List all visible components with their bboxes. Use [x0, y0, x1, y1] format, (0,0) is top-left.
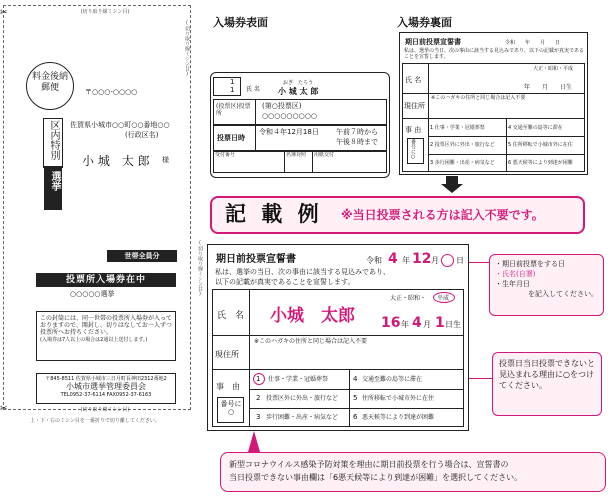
example-reason-label: 事 由	[216, 382, 240, 391]
bottom-callout-line2: 当日投票できない事由欄は「6悪天候等により到達が困難」を選択してください。	[229, 473, 523, 482]
divider	[402, 118, 585, 119]
front-kana: おぎ たろう	[283, 80, 314, 86]
example-birth-year: 16	[381, 315, 401, 331]
example-era: 大正・昭和・	[390, 295, 427, 302]
back-reason-3: 3 歩行困難・出産・病気など	[430, 160, 495, 166]
divider	[284, 151, 285, 173]
divider	[402, 93, 585, 94]
example-reiwa: 令和	[366, 256, 382, 265]
back-heading: 入場券裏面	[397, 16, 452, 29]
back-oath: 私は、選挙の当日、次の事由に該当する見込みであり、以下の記載が真実であることを宣誓します。	[404, 48, 585, 60]
example-reason-6-num: 6	[353, 413, 358, 421]
back-era: 大正・昭和・平成	[533, 66, 574, 72]
callout-date-name-birth	[489, 254, 604, 316]
front-number: 1	[230, 78, 235, 86]
front-foot1: 受付番号	[215, 152, 236, 158]
example-reason-2-num: 2	[256, 394, 261, 402]
example-reason-5: 住所移転で小城市外に在住	[362, 395, 435, 402]
down-arrow-head	[441, 184, 463, 193]
example-addr-label: 現住所	[215, 350, 239, 359]
example-month: 12	[412, 251, 432, 267]
back-reason-num: 番号に○	[410, 139, 416, 160]
callout-pointer-2	[469, 378, 492, 379]
front-name-label: 氏 名	[246, 86, 260, 93]
front-foot2: 名簿対照	[286, 152, 307, 158]
notice-text: この封筒には、同一世帯の投票所入場券が入っておりますので、開封し、切りはなしてお一人ずつ投票所へお持ちください。	[40, 315, 173, 336]
example-birth-month: 4	[412, 315, 422, 331]
example-oath1: 私は、選挙の当日、次の事由に該当する見込みであり、	[215, 268, 390, 276]
example-reason-4: 交通至難の島等に滞在	[362, 376, 423, 383]
example-year: 4	[388, 251, 398, 267]
example-reason-4-num: 4	[353, 375, 358, 383]
postage-line1: 料金後納	[31, 72, 68, 82]
sender-tel: TEL0952-37-6114 FAX0952-37-6163	[60, 392, 152, 398]
envelope-sama: 様	[162, 156, 169, 164]
example-oath2: 以下の記載が真実であることを宣誓します。	[215, 278, 355, 286]
envelope-name: 小 城 太 郎	[82, 154, 150, 168]
example-nen2: 年	[401, 320, 409, 329]
back-name-label: 氏 名	[405, 76, 422, 84]
back-reason-6: 6 悪天候等により到達が困難	[508, 160, 573, 166]
scissors-icon: ✂	[0, 8, 8, 18]
back-reason-2: 2 投票区外に外出・旅行など	[430, 142, 495, 148]
callout1-line2: ・氏名(自署)	[495, 270, 536, 278]
back-reason-label: 事 由	[405, 126, 422, 134]
example-sei: 日生	[445, 320, 461, 329]
scissors-icon: ✂	[0, 404, 8, 414]
bottom-callout-line1: 新型コロナウイルス感染予防対策を理由に期日前投票を行う場合は、宣誓書の	[229, 460, 509, 469]
callout-reason	[492, 352, 602, 416]
postage-mark	[26, 62, 74, 110]
front-date-label: 投票日時	[217, 134, 245, 142]
bottom-callout-pointer	[248, 431, 260, 452]
example-reason-5-num: 5	[353, 394, 358, 402]
divider	[349, 369, 350, 427]
front-place-label: (投票区)投票所	[216, 103, 251, 117]
back-reason-5: 5 住所移転で小城市外に在住	[508, 142, 573, 148]
back-title: 期日前投票宣誓書	[405, 38, 461, 46]
callout2-text: 投票日当日投票できないと見込まれる理由に○をつけてください。	[499, 359, 595, 390]
divider	[249, 408, 464, 409]
senkyo-label: 選挙	[49, 171, 60, 191]
notice-small: (入場券は7人以上の場合は2通以上送付します。)	[40, 337, 148, 343]
example-addr-note: ※このハガキの住所と同じ場合は記入不要	[254, 338, 368, 345]
example-reason-6: 悪天候等により到達が困難	[362, 414, 435, 421]
example-nichi: 日	[456, 256, 464, 265]
front-heading: 入場券表面	[213, 16, 268, 29]
envelope-low-note: (切り取り線ミシン目)	[80, 407, 130, 413]
example-title: 期日前投票宣誓書	[216, 254, 296, 265]
example-reason-3-num: 3	[256, 413, 261, 421]
notice-box	[36, 311, 176, 361]
day-circle-mark	[441, 254, 454, 267]
callout-pointer-1	[469, 262, 489, 263]
callout1-line1: ・期日前投票をする日	[495, 260, 565, 268]
example-reason-1-num: 1	[256, 375, 261, 383]
callout1-line4: を記入してください。	[528, 290, 598, 298]
divider	[249, 389, 464, 390]
household-badge: 世帯全員分	[107, 250, 177, 262]
envelope-mid-note: (切り取り線ミシン目)	[184, 20, 190, 77]
sender-address: 〒845-8511 佐賀県小城市三日月町長神田2312番地2	[45, 376, 167, 382]
sender-name: 小城市選挙管理委員会	[66, 382, 146, 391]
front-time2: 午後８時まで	[336, 138, 378, 146]
back-date: 令和 年 月 日	[505, 40, 561, 46]
election-name: ○○○○○選挙	[70, 290, 115, 298]
example-reason-2: 投票区外に外出・旅行など	[266, 395, 339, 402]
enclosed-label: 投票所入場券在中	[36, 273, 176, 287]
down-arrow-icon	[446, 176, 458, 184]
back-addr-note: ※このハガキの住所と同じ場合は記入不要	[431, 95, 526, 101]
postage-line2: 郵便	[40, 83, 59, 93]
divider	[312, 151, 313, 173]
envelope-address: 佐賀県小城市○○町○○番地○○	[70, 121, 170, 129]
example-reason-1: 仕事・学業・冠婚葬祭	[268, 376, 329, 383]
divider	[506, 118, 507, 172]
back-reason-1: 1 仕事・学業・冠婚葬祭	[430, 125, 485, 131]
front-time1: 午前７時から	[336, 128, 378, 136]
envelope-ward: (行政区名)	[125, 131, 159, 139]
front-place-ku: (第○投票区)	[262, 102, 302, 110]
banner-sub: ※当日投票される方は記入不要です。	[341, 208, 544, 222]
example-name-label: 氏 名	[217, 311, 245, 321]
divider	[249, 289, 250, 427]
front-place: ○○○○○○○○○	[262, 112, 317, 120]
back-reason-4: 4 交通至難の島等に滞在	[508, 125, 563, 131]
example-reason-3: 歩行困難・出産・病気など	[266, 414, 339, 421]
divider	[428, 63, 429, 172]
front-date: 令和４年12月18日	[259, 128, 319, 136]
example-side-note: (切り取り線ミシン目)	[197, 240, 203, 297]
example-name: 小城 太郎	[270, 306, 355, 326]
banner-title: 記 載 例	[225, 202, 323, 226]
sender-box	[36, 373, 176, 404]
envelope-top-note: (切り取り線ミシン目)	[80, 9, 130, 15]
front-number-box	[213, 77, 241, 96]
front-name: 小 城 太 郎	[278, 87, 319, 96]
envelope-bottom-note: 上・下・右のミシン目を一番折りで切り離してください。	[30, 418, 160, 424]
example-gatsu: 月	[431, 256, 439, 265]
postal-mark: 〒○○○-○○○○	[85, 88, 138, 96]
bottom-callout	[220, 452, 606, 492]
district-label: 区内特別	[48, 120, 59, 160]
example-reason-num: 番号に○	[220, 400, 242, 416]
example-gatsu2: 月	[423, 320, 431, 329]
example-birth-day: 1	[435, 315, 445, 331]
back-addr-label: 現住所	[404, 102, 425, 110]
front-row: 1	[230, 86, 235, 94]
example-era-sel: 平成	[437, 295, 450, 302]
callout1-line3: ・生年月日	[495, 280, 530, 288]
example-nen: 年	[402, 256, 410, 265]
front-foot3: 用紙交付	[314, 152, 335, 158]
back-birth: 年 月 日生	[524, 84, 573, 91]
